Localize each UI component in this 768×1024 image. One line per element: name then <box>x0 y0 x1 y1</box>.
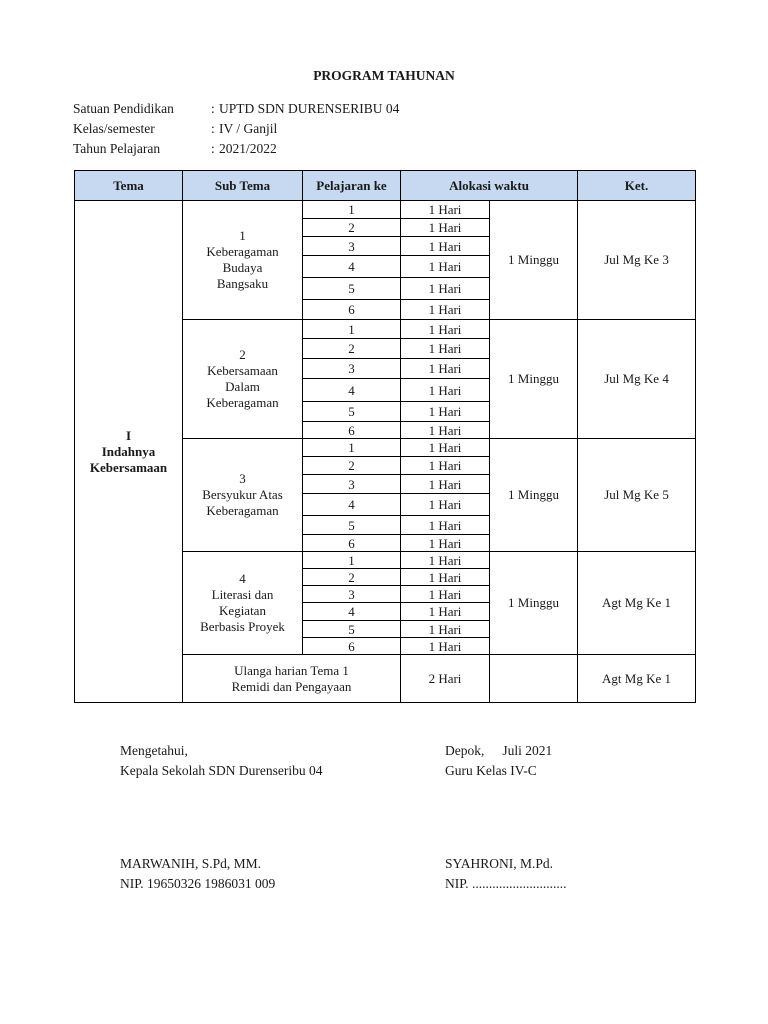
pelajaran-cell: 5 <box>303 516 401 535</box>
info-colon: : <box>211 141 215 156</box>
ulangan-line1: Ulanga harian Tema 1 <box>234 662 349 678</box>
subtema-name-line: Dalam <box>225 379 260 394</box>
hari-cell: 1 Hari <box>401 300 490 320</box>
pelajaran-cell: 4 <box>303 256 401 278</box>
table-header-row <box>75 171 696 201</box>
pelajaran-cell: 1 <box>303 320 401 339</box>
pelajaran-cell: 2 <box>303 219 401 237</box>
pelajaran-cell: 1 <box>303 439 401 457</box>
info-colon: : <box>211 121 215 136</box>
header-alokasi: Alokasi waktu <box>401 171 578 201</box>
pelajaran-cell: 6 <box>303 638 401 655</box>
header-pelajaran: Pelajaran ke <box>303 171 401 201</box>
ulangan-ket-cell: Agt Mg Ke 1 <box>578 655 696 703</box>
subtema-number: 1 <box>239 228 246 243</box>
hari-cell: 1 Hari <box>401 516 490 535</box>
pelajaran-cell: 4 <box>303 603 401 621</box>
sig-right-line2: Guru Kelas IV-C <box>445 763 537 778</box>
pelajaran-cell: 5 <box>303 402 401 422</box>
header-ket: Ket. <box>578 171 696 201</box>
hari-cell: 1 Hari <box>401 475 490 494</box>
info-row-satuan <box>73 99 399 119</box>
pelajaran-cell: 4 <box>303 494 401 516</box>
ulangan-cell <box>183 655 401 703</box>
sig-right-date-line <box>445 741 552 761</box>
hari-cell: 1 Hari <box>401 586 490 603</box>
sig-right-nip: NIP. ............................ <box>445 876 567 891</box>
signature-left-name <box>120 854 275 894</box>
info-value: IV / Ganjil <box>219 121 278 136</box>
hari-cell: 1 Hari <box>401 535 490 552</box>
pelajaran-cell: 3 <box>303 237 401 256</box>
hari-cell: 1 Hari <box>401 256 490 278</box>
info-row-tahun <box>73 139 399 159</box>
pelajaran-cell: 5 <box>303 278 401 300</box>
page-title: PROGRAM TAHUNAN <box>313 68 455 83</box>
pelajaran-cell: 5 <box>303 621 401 638</box>
info-row-kelas <box>73 119 399 139</box>
hari-cell: 1 Hari <box>401 569 490 586</box>
hari-cell: 1 Hari <box>401 379 490 402</box>
info-value: UPTD SDN DURENSERIBU 04 <box>219 101 400 116</box>
subtema-name-line: Bersyukur Atas <box>202 487 283 502</box>
hari-cell: 1 Hari <box>401 402 490 422</box>
subtema-number: 2 <box>239 347 246 362</box>
subtema-number: 3 <box>239 471 246 486</box>
info-value: 2021/2022 <box>219 141 277 156</box>
hari-cell: 1 Hari <box>401 552 490 569</box>
hari-cell: 1 Hari <box>401 638 490 655</box>
hari-cell: 1 Hari <box>401 457 490 475</box>
minggu-cell: 1 Minggu <box>490 320 578 439</box>
sig-right-date: Juli 2021 <box>502 743 553 758</box>
hari-cell: 1 Hari <box>401 621 490 638</box>
hari-cell: 1 Hari <box>401 278 490 300</box>
subtema-name-line: Keberagaman <box>206 503 279 518</box>
minggu-cell: 1 Minggu <box>490 201 578 320</box>
signature-left-header <box>120 741 322 781</box>
subtema-name-line: Berbasis Proyek <box>200 619 285 634</box>
ket-cell: Jul Mg Ke 4 <box>578 320 696 439</box>
table-body <box>75 201 696 703</box>
ket-cell: Jul Mg Ke 5 <box>578 439 696 552</box>
ket-cell: Jul Mg Ke 3 <box>578 201 696 320</box>
signature-right-header <box>445 741 552 781</box>
hari-cell: 1 Hari <box>401 603 490 621</box>
minggu-cell: 1 Minggu <box>490 552 578 655</box>
subtema-name-line: Kebersamaan <box>207 363 278 378</box>
pelajaran-cell: 3 <box>303 586 401 603</box>
subtema-name-line: Budaya <box>222 260 263 275</box>
pelajaran-cell: 2 <box>303 339 401 359</box>
pelajaran-cell: 2 <box>303 457 401 475</box>
tema-name-line2: Kebersamaan <box>89 459 168 475</box>
subtema-name-line: Keberagaman <box>206 395 279 410</box>
pelajaran-cell: 1 <box>303 552 401 569</box>
hari-cell: 1 Hari <box>401 339 490 359</box>
sig-left-name: MARWANIH, S.Pd, MM. <box>120 856 262 871</box>
tema-name-line1: Indahnya <box>101 443 156 459</box>
tema-cell <box>75 201 183 703</box>
header-tema: Tema <box>75 171 183 201</box>
hari-cell: 1 Hari <box>401 201 490 219</box>
pelajaran-cell: 2 <box>303 569 401 586</box>
program-table <box>74 170 696 703</box>
info-colon: : <box>211 101 215 116</box>
hari-cell: 1 Hari <box>401 359 490 379</box>
hari-cell: 1 Hari <box>401 320 490 339</box>
subtema-name-line: Kegiatan <box>219 603 266 618</box>
sig-right-place: Depok, <box>445 743 485 758</box>
ulangan-empty-cell <box>490 655 578 703</box>
pelajaran-cell: 1 <box>303 201 401 219</box>
ulangan-waktu-cell: 2 Hari <box>401 655 490 703</box>
table-row <box>75 201 696 219</box>
pelajaran-cell: 3 <box>303 475 401 494</box>
pelajaran-cell: 3 <box>303 359 401 379</box>
minggu-cell: 1 Minggu <box>490 439 578 552</box>
pelajaran-cell: 6 <box>303 422 401 439</box>
subtema-cell <box>183 201 303 320</box>
hari-cell: 1 Hari <box>401 494 490 516</box>
hari-cell: 1 Hari <box>401 422 490 439</box>
sig-left-line1: Mengetahui, <box>120 743 188 758</box>
hari-cell: 1 Hari <box>401 237 490 256</box>
subtema-number: 4 <box>239 571 246 586</box>
sig-left-nip: NIP. 19650326 1986031 009 <box>120 876 276 891</box>
pelajaran-cell: 6 <box>303 535 401 552</box>
subtema-cell <box>183 552 303 655</box>
info-label: Kelas/semester <box>73 121 155 136</box>
ulangan-line2: Remidi dan Pengayaan <box>231 678 352 694</box>
info-label: Satuan Pendidikan <box>73 101 174 116</box>
subtema-cell <box>183 320 303 439</box>
sig-right-name: SYAHRONI, M.Pd. <box>445 856 554 871</box>
pelajaran-cell: 6 <box>303 300 401 320</box>
signature-right-name <box>445 854 567 894</box>
subtema-name-line: Literasi dan <box>211 587 274 602</box>
info-label: Tahun Pelajaran <box>73 141 161 156</box>
subtema-name-line: Keberagaman <box>206 244 279 259</box>
hari-cell: 1 Hari <box>401 219 490 237</box>
ket-cell: Agt Mg Ke 1 <box>578 552 696 655</box>
document-info <box>73 99 399 159</box>
header-sub-tema: Sub Tema <box>183 171 303 201</box>
tema-number: I <box>125 427 132 443</box>
sig-left-line2: Kepala Sekolah SDN Durenseribu 04 <box>120 763 323 778</box>
subtema-cell <box>183 439 303 552</box>
hari-cell: 1 Hari <box>401 439 490 457</box>
pelajaran-cell: 4 <box>303 379 401 402</box>
subtema-name-line: Bangsaku <box>216 276 269 291</box>
